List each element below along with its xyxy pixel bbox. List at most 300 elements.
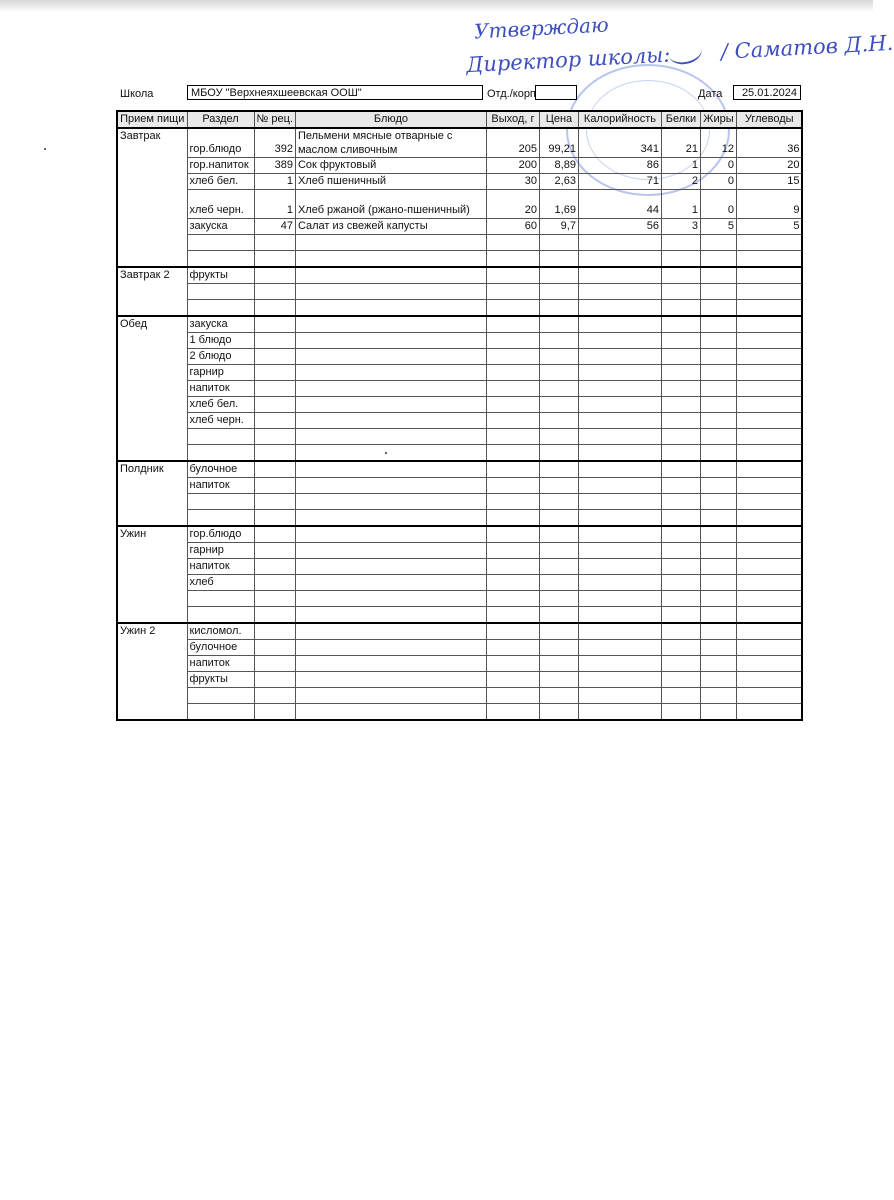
- section-cell: закуска: [187, 316, 254, 333]
- dish-cell: [295, 284, 486, 300]
- output-cell: [486, 591, 539, 607]
- dish-cell: [295, 316, 486, 333]
- carbs-cell: 15: [736, 174, 802, 190]
- section-cell: гарнир: [187, 543, 254, 559]
- table-row: [117, 526, 802, 543]
- recipe-cell: 392: [254, 128, 295, 158]
- dish-cell: [295, 349, 486, 365]
- carbs-cell: [736, 478, 802, 494]
- price-cell: [539, 688, 578, 704]
- carbs-cell: [736, 300, 802, 317]
- price-cell: 9,7: [539, 219, 578, 235]
- dish-cell: [295, 494, 486, 510]
- approval-line-1: Утверждаю: [473, 12, 610, 44]
- fat-cell: [700, 494, 736, 510]
- recipe-cell: [254, 461, 295, 478]
- fat-cell: [700, 267, 736, 284]
- price-cell: [539, 510, 578, 527]
- section-cell: кисломол.: [187, 623, 254, 640]
- output-cell: [486, 607, 539, 624]
- output-cell: [486, 704, 539, 721]
- dish-cell: [295, 607, 486, 624]
- recipe-cell: [254, 429, 295, 445]
- protein-cell: [661, 704, 700, 721]
- kcal-cell: 341: [578, 128, 661, 158]
- carbs-cell: [736, 267, 802, 284]
- kcal-cell: [578, 543, 661, 559]
- kcal-cell: [578, 333, 661, 349]
- dept-field: [535, 85, 577, 100]
- carbs-cell: [736, 526, 802, 543]
- protein-cell: [661, 526, 700, 543]
- protein-cell: [661, 656, 700, 672]
- dish-cell: [295, 591, 486, 607]
- protein-cell: 1: [661, 158, 700, 174]
- recipe-cell: [254, 607, 295, 624]
- table-row: [117, 559, 802, 575]
- kcal-cell: [578, 365, 661, 381]
- section-cell: 2 блюдо: [187, 349, 254, 365]
- output-cell: [486, 365, 539, 381]
- protein-cell: [661, 267, 700, 284]
- output-cell: 30: [486, 174, 539, 190]
- table-row: [117, 656, 802, 672]
- dish-cell: [295, 672, 486, 688]
- protein-cell: [661, 510, 700, 527]
- section-cell: напиток: [187, 381, 254, 397]
- price-cell: [539, 704, 578, 721]
- dish-cell: Салат из свежей капусты: [295, 219, 486, 235]
- kcal-cell: [578, 397, 661, 413]
- protein-cell: [661, 575, 700, 591]
- section-cell: фрукты: [187, 267, 254, 284]
- table-row: [117, 190, 802, 219]
- table-row: [117, 251, 802, 268]
- carbs-cell: [736, 559, 802, 575]
- col-header: Прием пищи: [117, 111, 187, 128]
- output-cell: [486, 688, 539, 704]
- section-cell: 1 блюдо: [187, 333, 254, 349]
- menu-table: [116, 110, 803, 721]
- scan-speck: [44, 148, 46, 150]
- price-cell: [539, 478, 578, 494]
- protein-cell: [661, 591, 700, 607]
- dish-cell: [295, 381, 486, 397]
- fat-cell: 0: [700, 190, 736, 219]
- carbs-cell: 9: [736, 190, 802, 219]
- table-row: [117, 575, 802, 591]
- protein-cell: [661, 478, 700, 494]
- meal-cell: Ужин: [117, 526, 187, 623]
- protein-cell: [661, 672, 700, 688]
- carbs-cell: [736, 575, 802, 591]
- price-cell: [539, 381, 578, 397]
- output-cell: [486, 640, 539, 656]
- price-cell: 1,69: [539, 190, 578, 219]
- protein-cell: [661, 333, 700, 349]
- fat-cell: [700, 688, 736, 704]
- fat-cell: [700, 381, 736, 397]
- table-row: [117, 300, 802, 317]
- table-row: [117, 128, 802, 158]
- table-header-row: [117, 111, 802, 128]
- meal-cell: Завтрак 2: [117, 267, 187, 316]
- output-cell: [486, 510, 539, 527]
- protein-cell: [661, 688, 700, 704]
- meal-cell: Ужин 2: [117, 623, 187, 720]
- price-cell: [539, 672, 578, 688]
- carbs-cell: [736, 591, 802, 607]
- recipe-cell: [254, 381, 295, 397]
- kcal-cell: [578, 494, 661, 510]
- protein-cell: 3: [661, 219, 700, 235]
- price-cell: [539, 429, 578, 445]
- dish-cell: [295, 510, 486, 527]
- recipe-cell: 1: [254, 190, 295, 219]
- fat-cell: [700, 478, 736, 494]
- dish-cell: [295, 365, 486, 381]
- output-cell: 60: [486, 219, 539, 235]
- dish-cell: [295, 235, 486, 251]
- kcal-cell: [578, 688, 661, 704]
- col-header: № рец.: [254, 111, 295, 128]
- price-cell: [539, 267, 578, 284]
- section-cell: [187, 429, 254, 445]
- fat-cell: [700, 284, 736, 300]
- kcal-cell: [578, 461, 661, 478]
- carbs-cell: [736, 235, 802, 251]
- dish-cell: [295, 267, 486, 284]
- output-cell: [486, 333, 539, 349]
- col-header: Раздел: [187, 111, 254, 128]
- kcal-cell: [578, 251, 661, 268]
- price-cell: [539, 349, 578, 365]
- kcal-cell: [578, 413, 661, 429]
- price-cell: [539, 494, 578, 510]
- approval-title: Директор школы:: [465, 42, 678, 78]
- kcal-cell: [578, 349, 661, 365]
- output-cell: [486, 284, 539, 300]
- protein-cell: [661, 559, 700, 575]
- col-header: Выход, г: [486, 111, 539, 128]
- price-cell: 99,21: [539, 128, 578, 158]
- table-row: [117, 158, 802, 174]
- fat-cell: [700, 591, 736, 607]
- protein-cell: [661, 349, 700, 365]
- table-row: [117, 688, 802, 704]
- section-cell: гарнир: [187, 365, 254, 381]
- kcal-cell: [578, 575, 661, 591]
- output-cell: [486, 575, 539, 591]
- col-header: Цена: [539, 111, 578, 128]
- fat-cell: [700, 656, 736, 672]
- table-row: [117, 494, 802, 510]
- protein-cell: [661, 381, 700, 397]
- kcal-cell: [578, 559, 661, 575]
- output-cell: [486, 267, 539, 284]
- fat-cell: [700, 316, 736, 333]
- output-cell: [486, 300, 539, 317]
- fat-cell: [700, 397, 736, 413]
- dish-cell: [295, 526, 486, 543]
- protein-cell: [661, 316, 700, 333]
- recipe-cell: 389: [254, 158, 295, 174]
- kcal-cell: [578, 445, 661, 462]
- fat-cell: 5: [700, 219, 736, 235]
- output-cell: [486, 494, 539, 510]
- table-row: [117, 510, 802, 527]
- recipe-cell: [254, 704, 295, 721]
- kcal-cell: [578, 478, 661, 494]
- fat-cell: [700, 349, 736, 365]
- dish-cell: Хлеб пшеничный: [295, 174, 486, 190]
- price-cell: [539, 607, 578, 624]
- output-cell: [486, 543, 539, 559]
- output-cell: [486, 381, 539, 397]
- carbs-cell: [736, 656, 802, 672]
- dish-cell: [295, 640, 486, 656]
- table-row: [117, 381, 802, 397]
- table-row: [117, 267, 802, 284]
- fat-cell: [700, 543, 736, 559]
- fat-cell: [700, 413, 736, 429]
- section-cell: хлеб бел.: [187, 397, 254, 413]
- recipe-cell: [254, 300, 295, 317]
- col-header: Белки: [661, 111, 700, 128]
- recipe-cell: [254, 251, 295, 268]
- section-cell: [187, 300, 254, 317]
- output-cell: [486, 397, 539, 413]
- recipe-cell: [254, 559, 295, 575]
- carbs-cell: [736, 381, 802, 397]
- fat-cell: 0: [700, 158, 736, 174]
- dish-cell: [295, 656, 486, 672]
- dish-cell: [295, 543, 486, 559]
- fat-cell: [700, 445, 736, 462]
- recipe-cell: 1: [254, 174, 295, 190]
- kcal-cell: [578, 607, 661, 624]
- protein-cell: [661, 365, 700, 381]
- col-header: Калорийность: [578, 111, 661, 128]
- fat-cell: [700, 704, 736, 721]
- price-cell: [539, 251, 578, 268]
- carbs-cell: [736, 397, 802, 413]
- protein-cell: [661, 623, 700, 640]
- school-name-field: МБОУ "Верхнеяхшеевская ООШ": [187, 85, 483, 100]
- fat-cell: 12: [700, 128, 736, 158]
- carbs-cell: [736, 445, 802, 462]
- recipe-cell: [254, 591, 295, 607]
- section-cell: булочное: [187, 640, 254, 656]
- kcal-cell: [578, 381, 661, 397]
- recipe-cell: [254, 543, 295, 559]
- col-header: Блюдо: [295, 111, 486, 128]
- output-cell: [486, 672, 539, 688]
- section-cell: напиток: [187, 478, 254, 494]
- price-cell: [539, 526, 578, 543]
- recipe-cell: [254, 365, 295, 381]
- table-row: [117, 174, 802, 190]
- section-cell: напиток: [187, 559, 254, 575]
- protein-cell: [661, 640, 700, 656]
- fat-cell: [700, 575, 736, 591]
- price-cell: [539, 365, 578, 381]
- price-cell: [539, 300, 578, 317]
- protein-cell: 21: [661, 128, 700, 158]
- protein-cell: [661, 397, 700, 413]
- meal-cell: Обед: [117, 316, 187, 461]
- section-cell: хлеб черн.: [187, 190, 254, 219]
- output-cell: [486, 413, 539, 429]
- output-cell: [486, 349, 539, 365]
- price-cell: [539, 543, 578, 559]
- recipe-cell: [254, 656, 295, 672]
- carbs-cell: 5: [736, 219, 802, 235]
- carbs-cell: [736, 494, 802, 510]
- carbs-cell: [736, 607, 802, 624]
- carbs-cell: [736, 413, 802, 429]
- price-cell: [539, 623, 578, 640]
- protein-cell: [661, 251, 700, 268]
- protein-cell: 2: [661, 174, 700, 190]
- dish-cell: [295, 704, 486, 721]
- output-cell: [486, 429, 539, 445]
- dish-cell: Пельмени мясные отварные с маслом сливочным: [295, 128, 486, 158]
- carbs-cell: [736, 461, 802, 478]
- scan-top-edge: [0, 0, 873, 12]
- output-cell: [486, 235, 539, 251]
- protein-cell: [661, 607, 700, 624]
- table-row: [117, 461, 802, 478]
- section-cell: булочное: [187, 461, 254, 478]
- recipe-cell: [254, 445, 295, 462]
- fat-cell: [700, 429, 736, 445]
- section-cell: [187, 445, 254, 462]
- output-cell: 205: [486, 128, 539, 158]
- recipe-cell: [254, 478, 295, 494]
- table-row: [117, 623, 802, 640]
- dish-cell: Хлеб ржаной (ржано-пшеничный): [295, 190, 486, 219]
- dish-cell: [295, 300, 486, 317]
- section-cell: фрукты: [187, 672, 254, 688]
- table-row: [117, 607, 802, 624]
- price-cell: [539, 333, 578, 349]
- fat-cell: [700, 559, 736, 575]
- kcal-cell: [578, 704, 661, 721]
- dish-cell: [295, 251, 486, 268]
- protein-cell: [661, 461, 700, 478]
- output-cell: [486, 656, 539, 672]
- table-row: [117, 478, 802, 494]
- kcal-cell: [578, 300, 661, 317]
- meal-cell: Полдник: [117, 461, 187, 526]
- output-cell: [486, 251, 539, 268]
- price-cell: [539, 413, 578, 429]
- price-cell: 2,63: [539, 174, 578, 190]
- recipe-cell: [254, 510, 295, 527]
- date-field: 25.01.2024: [733, 85, 801, 100]
- protein-cell: [661, 543, 700, 559]
- table-row: [117, 235, 802, 251]
- date-label: Дата: [698, 88, 723, 100]
- section-cell: [187, 494, 254, 510]
- fat-cell: [700, 623, 736, 640]
- output-cell: 20: [486, 190, 539, 219]
- fat-cell: [700, 607, 736, 624]
- carbs-cell: [736, 251, 802, 268]
- price-cell: [539, 445, 578, 462]
- recipe-cell: [254, 672, 295, 688]
- section-cell: [187, 235, 254, 251]
- protein-cell: 1: [661, 190, 700, 219]
- fat-cell: [700, 510, 736, 527]
- col-header: Углеводы: [736, 111, 802, 128]
- recipe-cell: [254, 623, 295, 640]
- recipe-cell: [254, 349, 295, 365]
- price-cell: [539, 591, 578, 607]
- recipe-cell: [254, 640, 295, 656]
- output-cell: [486, 623, 539, 640]
- kcal-cell: [578, 656, 661, 672]
- kcal-cell: 71: [578, 174, 661, 190]
- recipe-cell: [254, 526, 295, 543]
- table-row: [117, 349, 802, 365]
- section-cell: хлеб: [187, 575, 254, 591]
- carbs-cell: [736, 623, 802, 640]
- dept-label: Отд./корп: [487, 88, 536, 100]
- kcal-cell: [578, 316, 661, 333]
- output-cell: [486, 526, 539, 543]
- price-cell: [539, 575, 578, 591]
- table-row: [117, 543, 802, 559]
- recipe-cell: [254, 397, 295, 413]
- price-cell: [539, 397, 578, 413]
- output-cell: [486, 559, 539, 575]
- dish-cell: [295, 461, 486, 478]
- recipe-cell: [254, 333, 295, 349]
- fat-cell: 0: [700, 174, 736, 190]
- dish-cell: [295, 333, 486, 349]
- table-row: [117, 672, 802, 688]
- fat-cell: [700, 365, 736, 381]
- dish-cell: [295, 429, 486, 445]
- protein-cell: [661, 284, 700, 300]
- protein-cell: [661, 413, 700, 429]
- fat-cell: [700, 461, 736, 478]
- protein-cell: [661, 235, 700, 251]
- section-cell: хлеб черн.: [187, 413, 254, 429]
- fat-cell: [700, 640, 736, 656]
- carbs-cell: [736, 284, 802, 300]
- section-cell: [187, 251, 254, 268]
- output-cell: 200: [486, 158, 539, 174]
- price-cell: [539, 640, 578, 656]
- table-row: [117, 316, 802, 333]
- output-cell: [486, 316, 539, 333]
- kcal-cell: [578, 235, 661, 251]
- dish-cell: [295, 623, 486, 640]
- col-header: Жиры: [700, 111, 736, 128]
- section-cell: напиток: [187, 656, 254, 672]
- fat-cell: [700, 333, 736, 349]
- kcal-cell: [578, 267, 661, 284]
- recipe-cell: [254, 413, 295, 429]
- section-cell: [187, 284, 254, 300]
- kcal-cell: [578, 284, 661, 300]
- section-cell: гор.блюдо: [187, 526, 254, 543]
- kcal-cell: [578, 672, 661, 688]
- kcal-cell: 44: [578, 190, 661, 219]
